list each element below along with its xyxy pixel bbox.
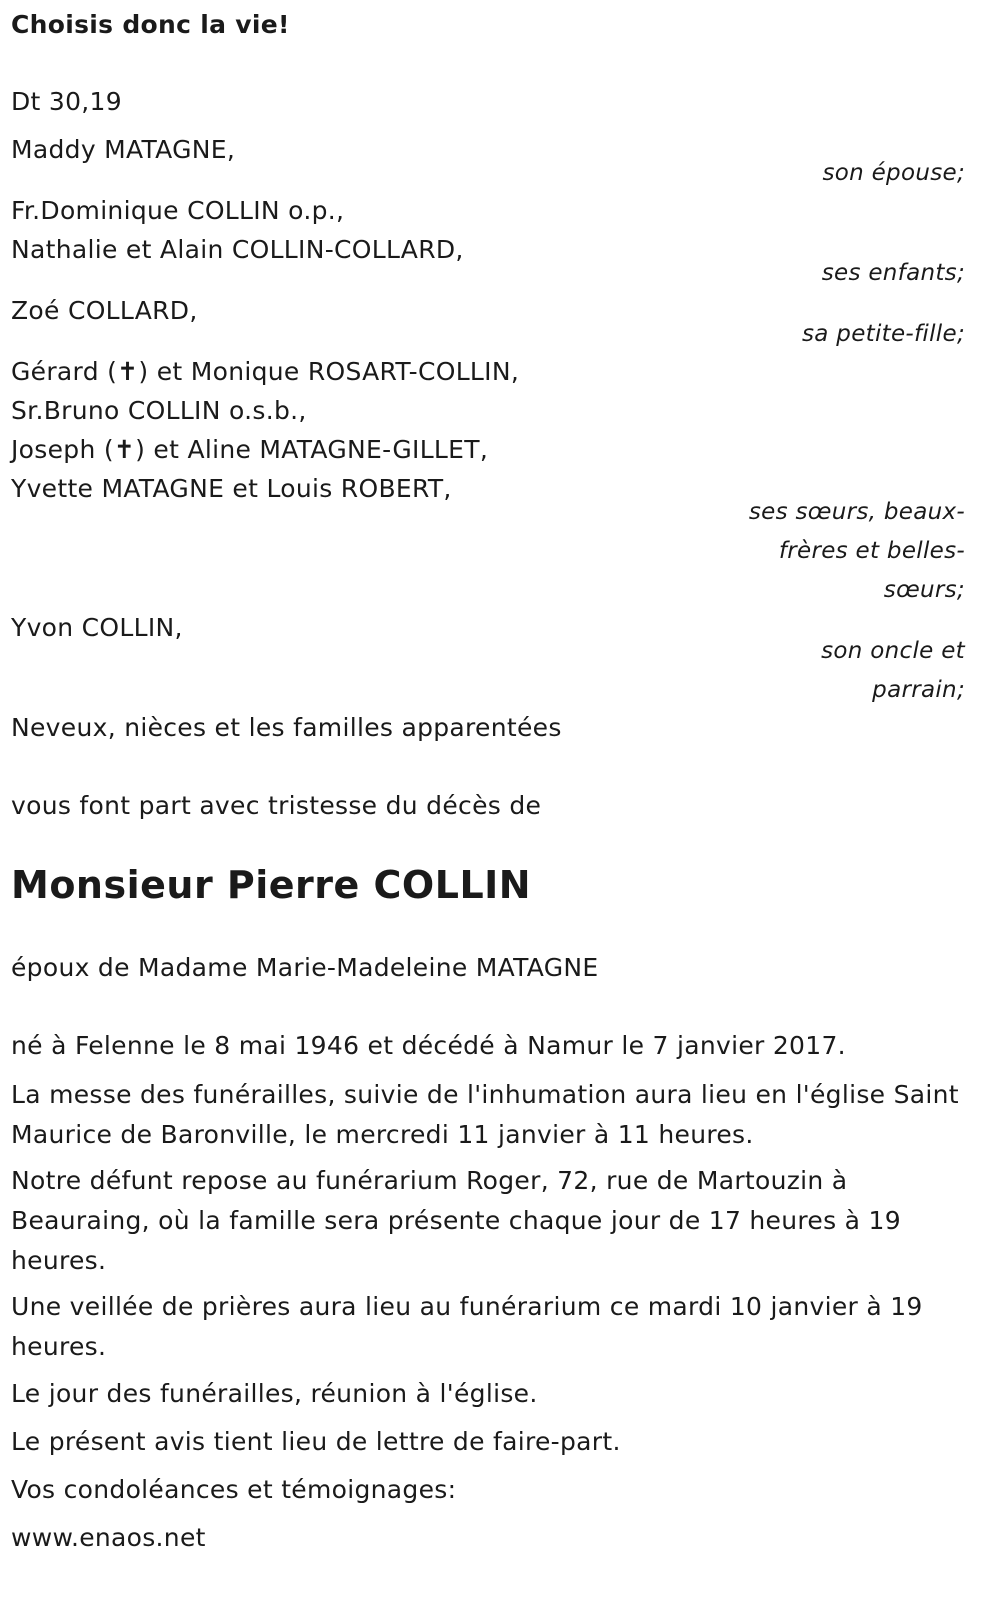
relation-label: sœurs; <box>883 577 965 603</box>
relation-label: parrain; <box>872 677 965 703</box>
family-member: Fr.Dominique COLLIN o.p., <box>11 196 345 225</box>
family-member: Maddy MATAGNE, <box>11 135 236 164</box>
funeral-mass-info: La messe des funérailles, suivie de l'inhumation aura lieu en l'église Saint Maurice de Baronville, le mercredi 11 janvier à 11 heures. <box>11 1080 959 1149</box>
vigil-info: Une veillée de prières aura lieu au funérarium ce mardi 10 janvier à 19 heures. <box>11 1292 923 1361</box>
deceased-spouse: époux de Madame Marie-Madeleine MATAGNE <box>11 953 599 982</box>
family-member: Gérard (✝) et Monique ROSART-COLLIN, <box>11 357 520 386</box>
announcement: vous font part avec tristesse du décès de <box>11 791 542 820</box>
extended-family: Neveux, nièces et les familles apparentées <box>11 713 562 742</box>
meeting-info: Le jour des funérailles, réunion à l'église. <box>11 1379 538 1408</box>
family-member: Joseph (✝) et Aline MATAGNE-GILLET, <box>11 435 489 464</box>
relation-label: sa petite-fille; <box>802 321 965 347</box>
deceased-name: Monsieur Pierre COLLIN <box>11 863 532 907</box>
relation-label: frères et belles- <box>778 538 965 564</box>
family-member: Zoé COLLARD, <box>11 296 198 325</box>
scripture-reference: Dt 30,19 <box>11 87 122 116</box>
website-link[interactable]: www.enaos.net <box>11 1523 206 1552</box>
funerarium-info: Notre défunt repose au funérarium Roger, 72, rue de Martouzin à Beauraing, où la famille sera présente chaque jour de 17 heures à 19 heures. <box>11 1166 901 1275</box>
relation-label: son oncle et <box>821 638 965 664</box>
family-member: Sr.Bruno COLLIN o.s.b., <box>11 396 307 425</box>
family-member: Nathalie et Alain COLLIN-COLLARD, <box>11 235 464 264</box>
motto: Choisis donc la vie! <box>11 10 290 39</box>
relation-label: son épouse; <box>822 160 965 186</box>
relation-label: ses enfants; <box>821 260 965 286</box>
birth-death-dates: né à Felenne le 8 mai 1946 et décédé à Namur le 7 janvier 2017. <box>11 1031 846 1060</box>
family-member: Yvon COLLIN, <box>11 613 183 642</box>
condolences-label: Vos condoléances et témoignages: <box>11 1475 457 1504</box>
family-member: Yvette MATAGNE et Louis ROBERT, <box>11 474 452 503</box>
notice-info: Le présent avis tient lieu de lettre de faire-part. <box>11 1427 621 1456</box>
relation-label: ses sœurs, beaux- <box>748 499 965 525</box>
